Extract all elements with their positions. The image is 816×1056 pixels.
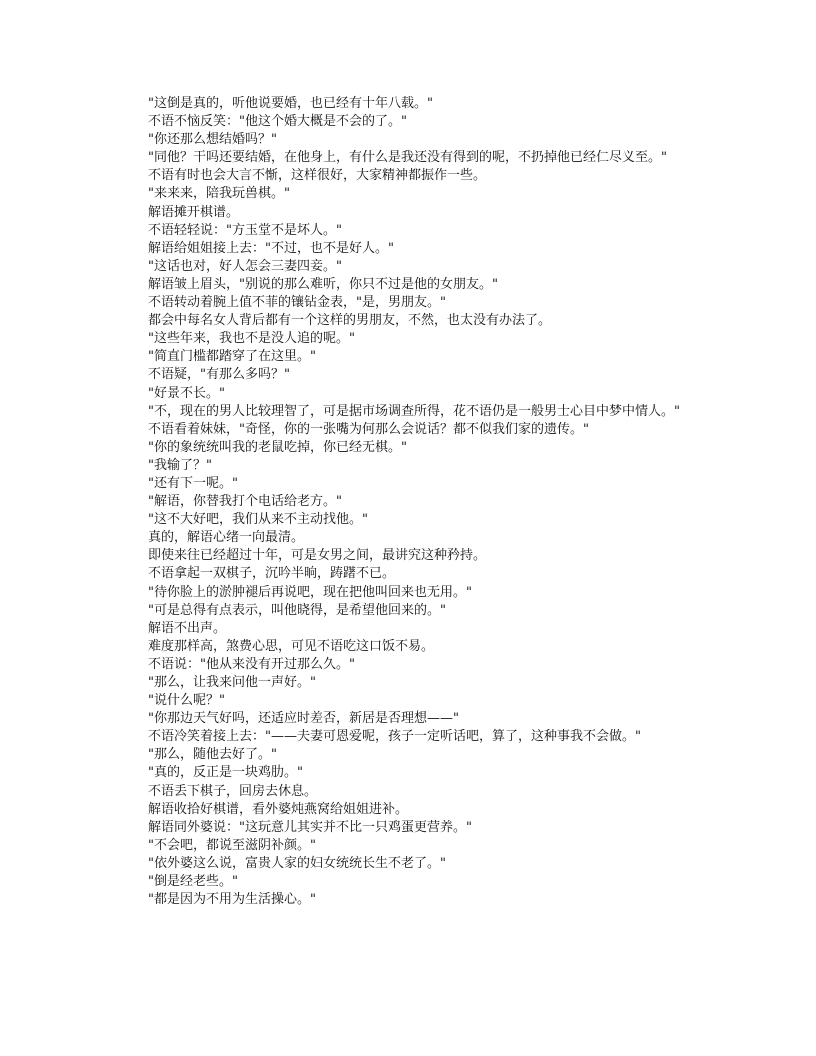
paragraph: 真的，解语心绪一向最清。 xyxy=(148,530,305,546)
paragraph: 不语转动着腕上值不菲的镶钻金表，"是，男朋友。" xyxy=(148,295,446,311)
paragraph: 不语不恼反笑："他这个婚大概是不会的了。" xyxy=(148,114,407,130)
paragraph: "解语，你替我打个电话给老方。" xyxy=(148,494,342,510)
paragraph: "来来来，陪我玩兽棋。" xyxy=(148,186,290,202)
paragraph: 不语有时也会大言不惭，这样很好，大家精神都振作一些。 xyxy=(148,168,487,184)
paragraph: "这些年来，我也不是没人追的呢。" xyxy=(148,331,355,347)
paragraph: 解语不出声。 xyxy=(148,620,227,636)
paragraph: "那么，随他去好了。" xyxy=(148,747,277,763)
paragraph: 解语收拾好棋谱，看外婆炖燕窝给姐姐进补。 xyxy=(148,801,409,817)
paragraph: 解语给姐姐接上去："不过，也不是好人。" xyxy=(148,240,394,256)
paragraph: "我输了？" xyxy=(148,457,212,473)
paragraph: "好景不长。" xyxy=(148,385,225,401)
paragraph: 不语说："他从来没有开过那么久。" xyxy=(148,656,355,672)
paragraph: "真的，反正是一块鸡肋。" xyxy=(148,765,303,781)
paragraph: "这倒是真的，听他说要婚，也已经有十年八载。" xyxy=(148,96,433,111)
paragraph: "你的象统统叫我的老鼠吃掉，你已经无棋。" xyxy=(148,439,407,455)
paragraph: "依外婆这么说，富贵人家的妇女统统长生不老了。" xyxy=(148,855,446,871)
paragraph: 即使来往已经超过十年，可是女男之间，最讲究这种矜持。 xyxy=(148,548,487,564)
paragraph: "简直门槛都踏穿了在这里。" xyxy=(148,349,316,365)
paragraph: 解语摊开棋谱。 xyxy=(148,204,240,220)
paragraph: "你还那么想结婚吗？" xyxy=(148,132,277,148)
paragraph: "那么，让我来问他一声好。" xyxy=(148,675,316,690)
paragraph: 不语丢下棋子，回房去休息。 xyxy=(148,783,318,799)
paragraph: 不语看着妹妹，"奇怪，你的一张嘴为何那么会说话？都不似我们家的遗传。" xyxy=(148,421,589,437)
paragraph: 不语轻轻说："方玉堂不是坏人。" xyxy=(148,222,342,238)
paragraph: "说什么呢？" xyxy=(148,693,225,709)
paragraph: "这话也对，好人怎会三妻四妾。" xyxy=(148,258,342,274)
document-page xyxy=(118,95,708,909)
paragraph: "不，现在的男人比较理智了，可是据市场调查所得，花不语仍是一般男士心目中梦中情人。" xyxy=(148,403,680,419)
paragraph: "都是因为不用为生活操心。" xyxy=(148,892,316,908)
paragraph: 解语皱上眉头，"别说的那么难听，你只不过是他的女朋友。" xyxy=(148,276,498,292)
paragraph: "待你脸上的淤肿褪后再说吧，现在把他叫回来也无用。" xyxy=(148,584,472,600)
paragraph: 解语同外婆说："这玩意儿其实并不比一只鸡蛋更营养。" xyxy=(148,819,472,835)
paragraph: 难度那样高，煞费心思，可见不语吃这口饭不易。 xyxy=(148,638,435,654)
paragraph: "倒是经老些。" xyxy=(148,874,238,890)
paragraph: 都会中每名女人背后都有一个这样的男朋友，不然，也太没有办法了。 xyxy=(148,313,552,329)
paragraph: "同他？干吗还要结婚，在他身上，有什么是我还没有得到的呢，不扔掉他已经仁尽义至。" xyxy=(148,150,667,166)
paragraph: "不会吧，都说至滋阴补颜。" xyxy=(148,837,316,853)
paragraph: 不语疑，"有那么多吗？" xyxy=(148,367,290,383)
paragraph: "这不大好吧，我们从来不主动找他。" xyxy=(148,512,368,528)
paragraph: "还有下一呢。" xyxy=(148,475,238,491)
paragraph: 不语冷笑着接上去："——夫妻可恩爱呢，孩子一定听话吧，算了，这种事我不会做。" xyxy=(148,729,641,745)
paragraph: "可是总得有点表示，叫他晓得，是希望他回来的。" xyxy=(148,602,446,618)
paragraph: 不语拿起一双棋子，沉吟半晌，踌躇不已。 xyxy=(148,566,396,582)
paragraph: "你那边天气好吗，还适应时差否，新居是否理想——" xyxy=(148,711,459,727)
